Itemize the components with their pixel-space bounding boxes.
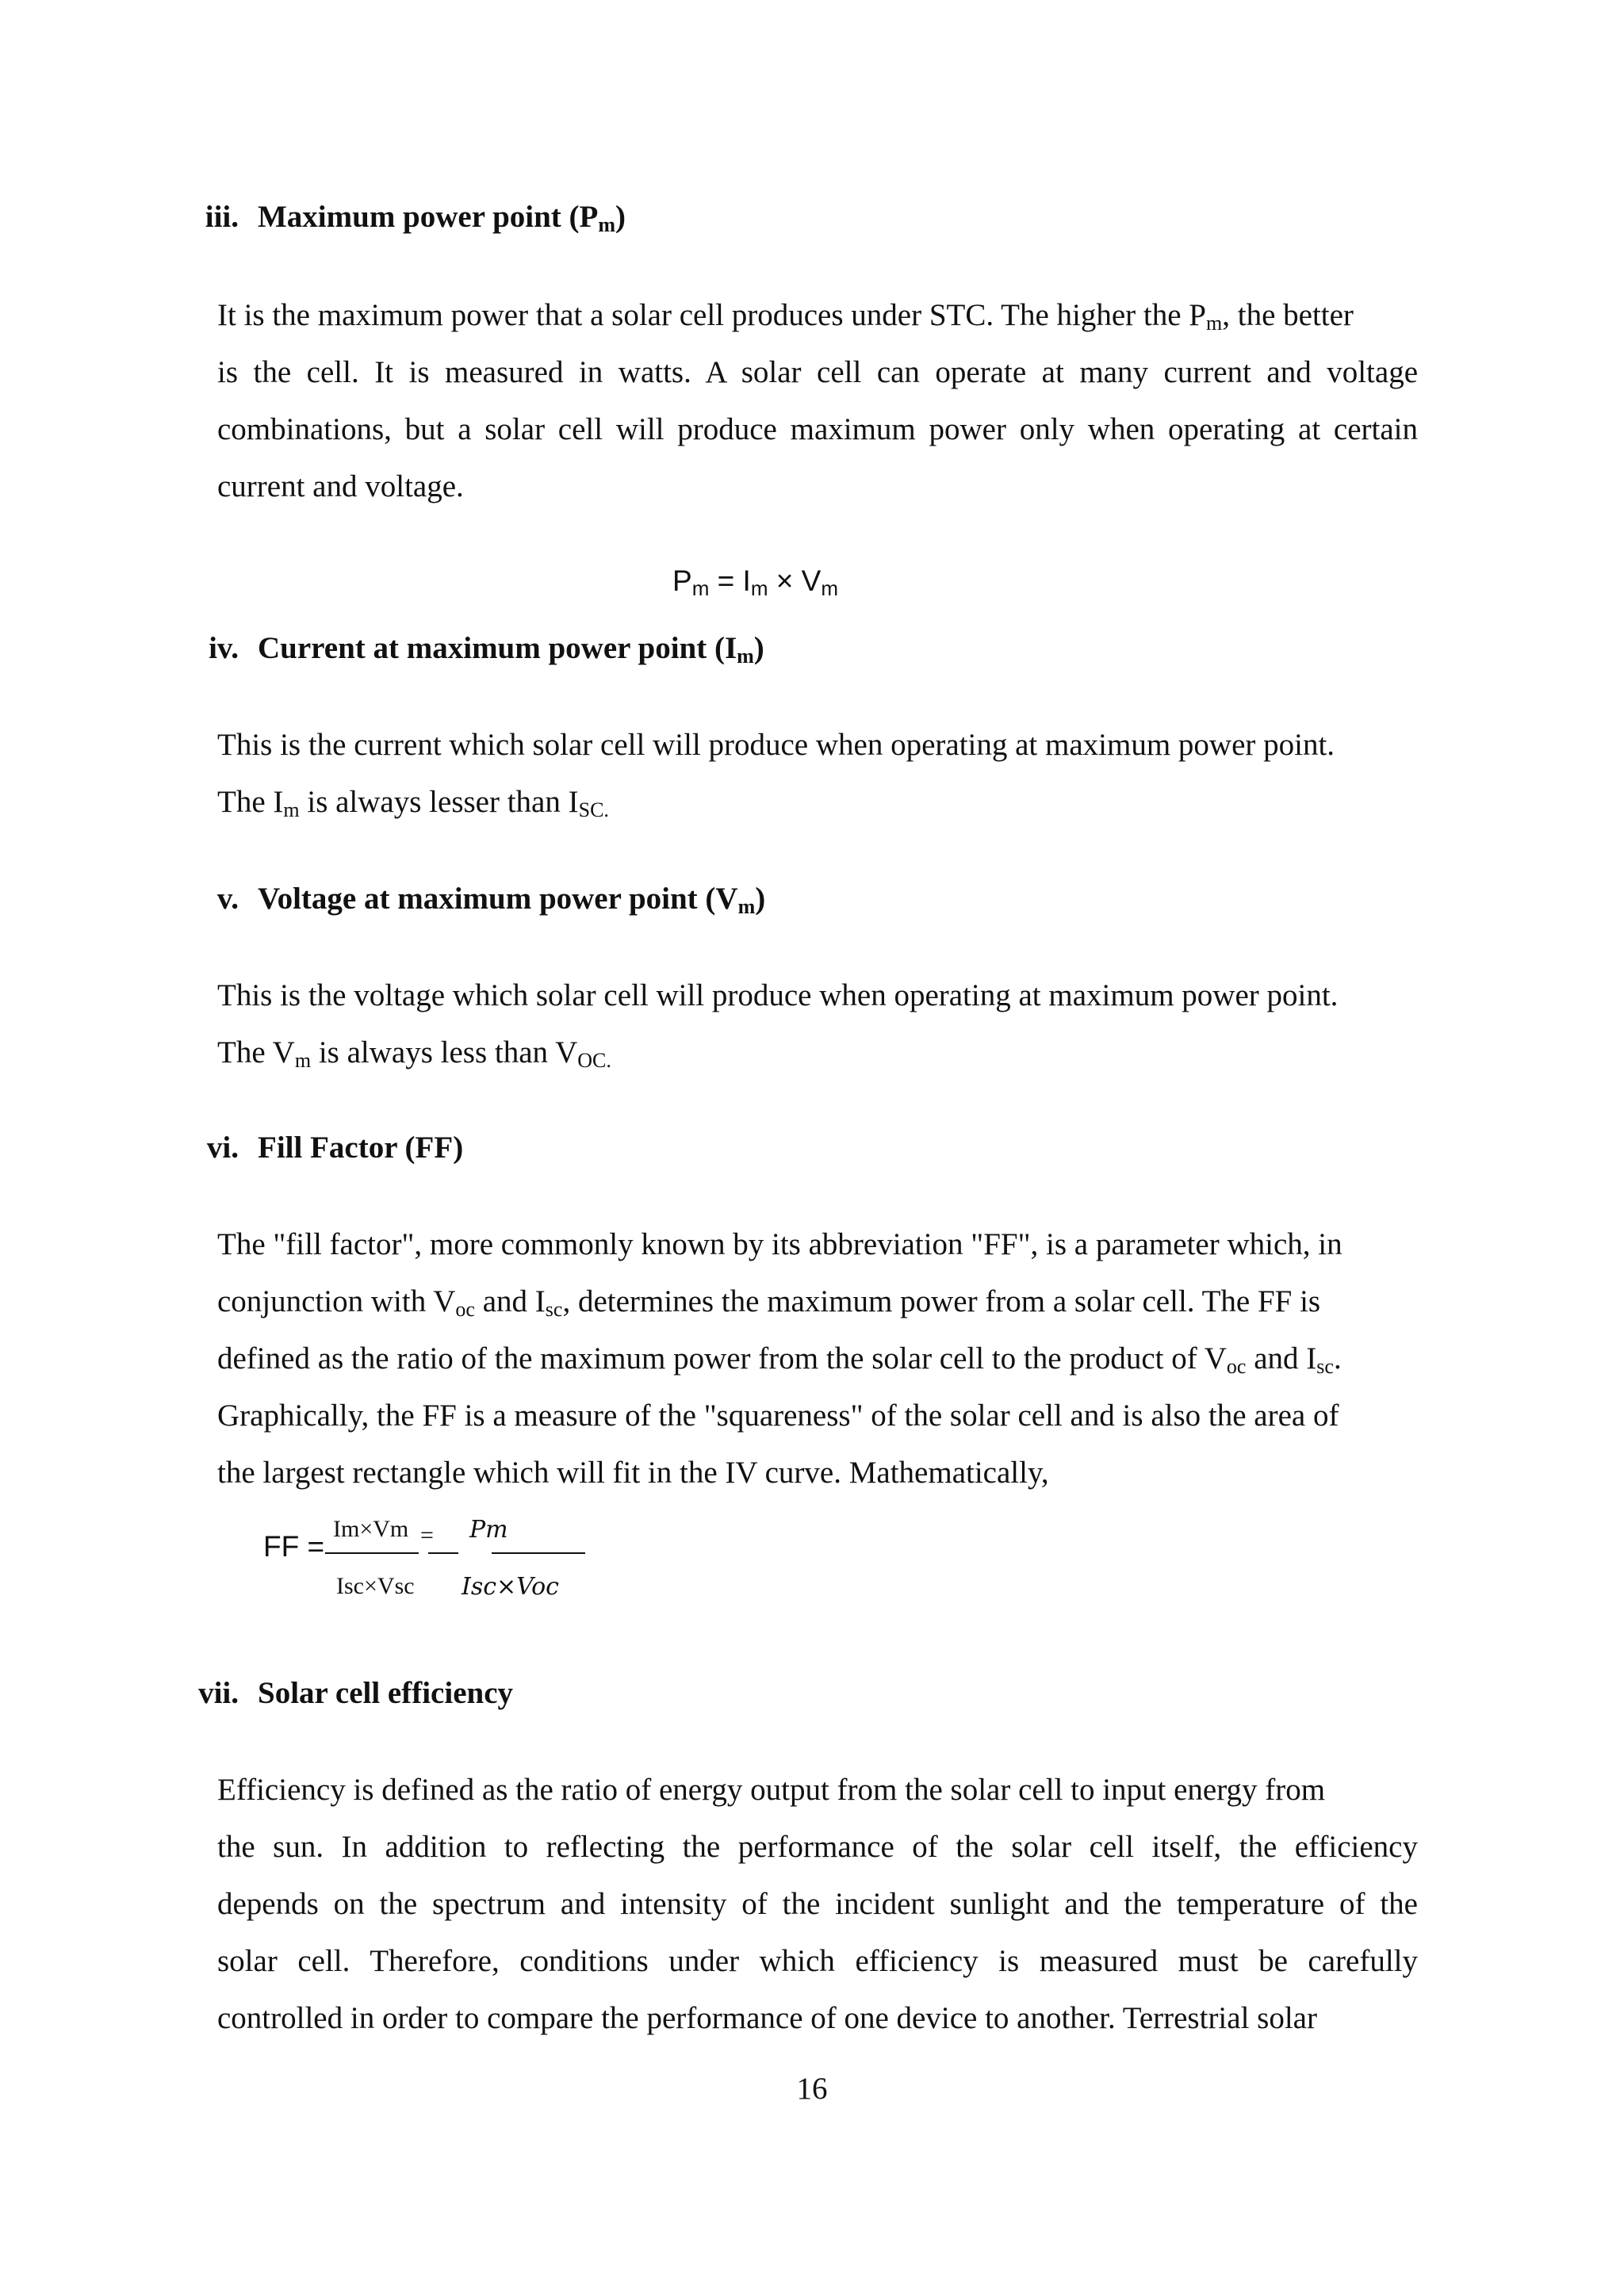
text: is always less than V	[311, 1035, 578, 1070]
formula-pm	[672, 564, 838, 598]
section-title-end: )	[753, 631, 764, 665]
paragraph-line: solar cell. Therefore, conditions under which efficiency is measured must be carefully	[217, 1944, 1418, 1978]
paragraph-im	[217, 717, 1418, 831]
text: , the better	[1222, 298, 1354, 332]
subscript: oc	[1226, 1355, 1247, 1378]
subscript: m	[1206, 312, 1223, 335]
text: and I	[1246, 1341, 1317, 1376]
formula-denominator: Isc×Vsc	[336, 1573, 415, 1599]
paragraph-line: The "fill factor", more commonly known by its abbreviation "FF", is a parameter which, in	[217, 1227, 1342, 1261]
fraction-bar	[492, 1552, 585, 1554]
subscript: sc	[1316, 1355, 1334, 1378]
text: defined as the ratio of the maximum power from the solar cell to the product of V	[217, 1341, 1227, 1376]
text: .	[1333, 1341, 1342, 1376]
paragraph-line: the largest rectangle which will fit in the IV curve. Mathematically,	[217, 1456, 1049, 1490]
formula-text: = I	[709, 564, 751, 597]
section-number: iii.	[205, 200, 239, 234]
paragraph-line: This is the current which solar cell will produce when operating at maximum power point.	[217, 728, 1335, 762]
paragraph-line	[217, 774, 1418, 831]
section-heading-ff	[206, 1129, 464, 1167]
text: It is the maximum power that a solar cell produces under STC. The higher the P	[217, 298, 1206, 332]
formula-denominator: Isc×Voc	[462, 1573, 559, 1601]
formula-subscript: m	[691, 576, 710, 600]
paragraph-efficiency	[217, 1762, 1418, 2047]
fraction-bar	[325, 1552, 419, 1554]
section-title: Solar cell efficiency	[258, 1676, 513, 1710]
text: , determines the maximum power from a solar cell. The FF is	[562, 1284, 1321, 1318]
formula-lhs: FF =	[263, 1530, 325, 1563]
section-number: vii.	[198, 1676, 239, 1710]
formula-text: P	[672, 564, 692, 597]
section-title-end: )	[615, 200, 626, 234]
paragraph-line: is the cell. It is measured in watts. A solar cell can operate at many current and voltage	[217, 355, 1418, 389]
section-title-end: )	[755, 882, 766, 916]
section-heading-pm	[205, 198, 626, 236]
paragraph-pm	[217, 287, 1418, 515]
text: The I	[217, 785, 284, 819]
section-number: vi.	[206, 1131, 239, 1165]
paragraph-line: controlled in order to compare the performance of one device to another. Terrestrial solar	[217, 2001, 1317, 2035]
section-heading-im	[209, 629, 764, 668]
paragraph-line: depends on the spectrum and intensity of the incident sunlight and the temperature of the	[217, 1887, 1418, 1921]
subscript: OC.	[577, 1049, 611, 1072]
section-number: v.	[216, 882, 239, 916]
section-title: Fill Factor (FF)	[258, 1131, 464, 1165]
text: and I	[474, 1284, 546, 1318]
formula-numerator: Im×Vm	[333, 1516, 409, 1542]
section-title: Current at maximum power point (I	[258, 631, 737, 665]
text: is always lesser than I	[299, 785, 579, 819]
formula-subscript: m	[750, 576, 768, 600]
subscript: sc	[545, 1298, 563, 1321]
formula-text: × V	[768, 564, 822, 597]
paragraph-line: Efficiency is defined as the ratio of energy output from the solar cell to input energy from	[217, 1773, 1326, 1807]
page-number: 16	[796, 2072, 828, 2106]
subscript: oc	[455, 1298, 475, 1321]
paragraph-vm	[217, 967, 1418, 1081]
section-number: iv.	[209, 631, 239, 665]
section-title-subscript: m	[737, 895, 756, 918]
section-heading-vm	[216, 880, 766, 918]
subscript: SC.	[578, 798, 609, 821]
paragraph-line	[217, 287, 1418, 344]
section-title: Voltage at maximum power point (V	[258, 882, 738, 916]
paragraph-ff	[217, 1216, 1418, 1502]
section-title-subscript: m	[598, 213, 616, 236]
section-title: Maximum power point (P	[258, 200, 599, 234]
paragraph-line	[217, 1330, 1418, 1387]
subscript: m	[283, 798, 300, 821]
paragraph-line: current and voltage.	[217, 469, 464, 503]
formula-subscript: m	[821, 576, 839, 600]
paragraph-line	[217, 1024, 1418, 1081]
fraction-bar	[428, 1552, 458, 1554]
text: conjunction with V	[217, 1284, 456, 1318]
paragraph-line: This is the voltage which solar cell will produce when operating at maximum power point.	[217, 978, 1339, 1012]
paragraph-line	[217, 1273, 1418, 1330]
formula-equals: =	[420, 1522, 434, 1548]
formula-numerator: Pm	[469, 1516, 508, 1544]
text: The V	[217, 1035, 295, 1070]
paragraph-line: combinations, but a solar cell will produce maximum power only when operating at certain	[217, 412, 1418, 446]
paragraph-line: Graphically, the FF is a measure of the "squareness" of the solar cell and is also the area of	[217, 1399, 1339, 1433]
section-heading-efficiency	[198, 1674, 513, 1712]
section-title-subscript: m	[737, 645, 754, 668]
subscript: m	[294, 1049, 312, 1072]
paragraph-line: the sun. In addition to reflecting the performance of the solar cell itself, the efficiency	[217, 1830, 1418, 1864]
